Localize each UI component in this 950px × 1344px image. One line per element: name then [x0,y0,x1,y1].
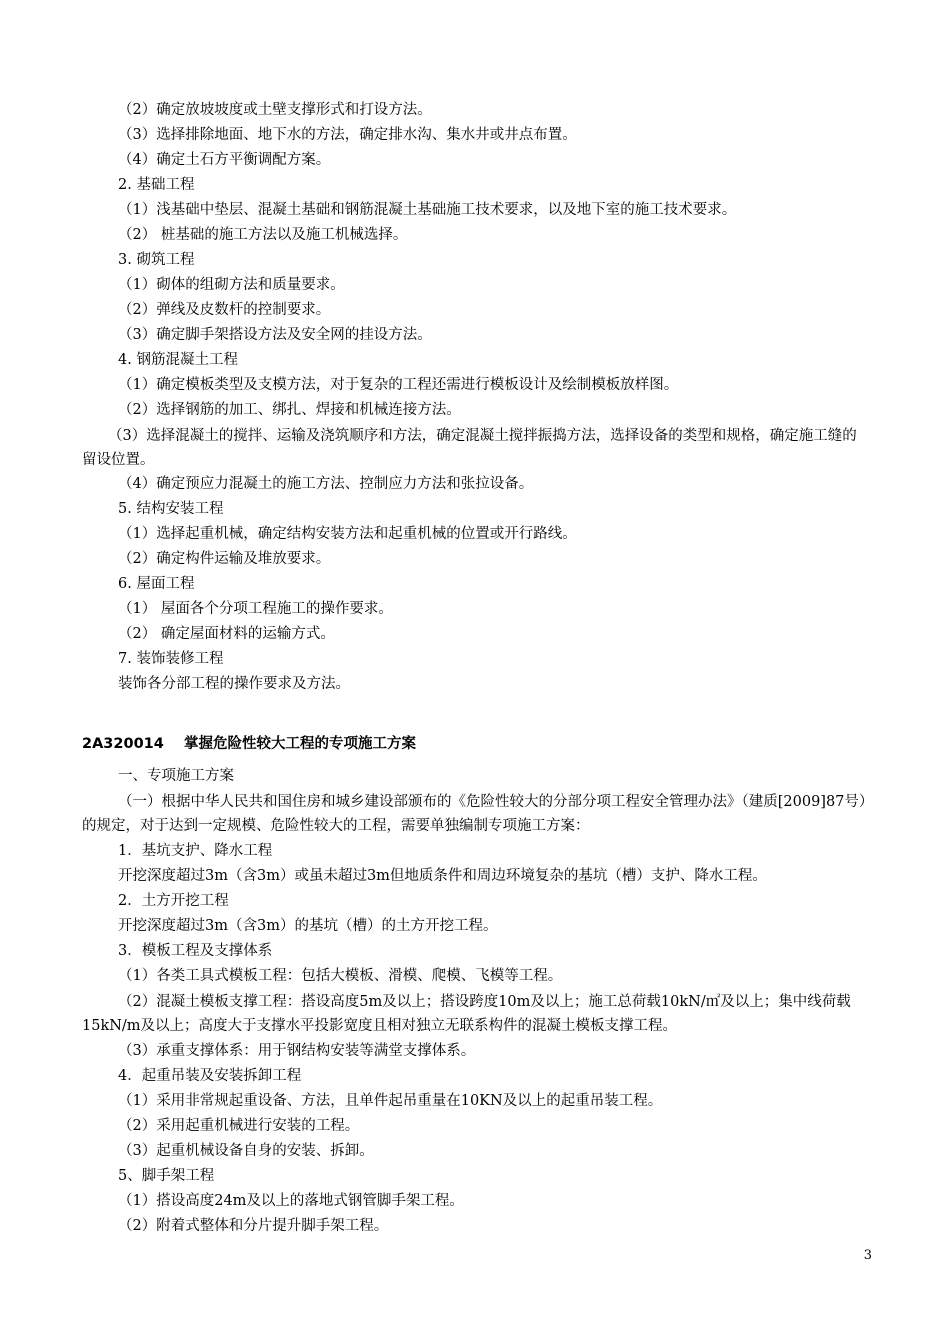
page-number: 3 [863,1248,872,1263]
text-line: （2） 桩基础的施工方法以及施工机械选择。 [118,227,408,243]
subsection-title: 3. 砌筑工程 [118,252,195,268]
subsection-title: 2．土方开挖工程 [118,893,229,909]
text-line: （2）弹线及皮数杆的控制要求。 [118,302,331,318]
subsection-title: 3．模板工程及支撑体系 [118,943,273,959]
text-line: 开挖深度超过3m（含3m）的基坑（槽）的土方开挖工程。 [118,918,498,934]
text-line: （1）各类工具式模板工程：包括大模板、滑模、爬模、飞模等工程。 [118,968,563,984]
text-line: （1）采用非常规起重设备、方法，且单件起吊重量在10KN及以上的起重吊装工程。 [118,1093,663,1109]
text-line: 开挖深度超过3m（含3m）或虽未超过3m但地质条件和周边环境复杂的基坑（槽）支护、降水工程。 [118,868,767,884]
subsection-title: 4．起重吊装及安装拆卸工程 [118,1068,302,1084]
text-line: （2）选择钢筋的加工、绑扎、焊接和机械连接方法。 [118,402,461,418]
text-line: （3）确定脚手架搭设方法及安全网的挂设方法。 [118,327,432,343]
subsection-title: 4. 钢筋混凝土工程 [118,352,238,368]
subsection-title: 5、脚手架工程 [118,1168,215,1184]
text-line: （2） 确定屋面材料的运输方式。 [118,626,335,642]
subsection-title: 7. 装饰装修工程 [118,651,224,667]
text-line: （1）选择起重机械，确定结构安装方法和起重机械的位置或开行路线。 [118,526,577,542]
subsection-title: 6. 屋面工程 [118,576,195,592]
text-line: （1）搭设高度24m及以上的落地式钢管脚手架工程。 [118,1193,464,1209]
text-line: 一、专项施工方案 [118,768,234,784]
text-line: （2）确定放坡坡度或土壁支撑形式和打设方法。 [118,102,432,118]
text-line: （1）确定模板类型及支模方法，对于复杂的工程还需进行模板设计及绘制模板放样图。 [118,377,679,393]
text-line: （1）浅基础中垫层、混凝土基础和钢筋混凝土基础施工技术要求，以及地下室的施工技术要求。 [118,202,737,218]
text-line: （3）承重支撑体系：用于钢结构安装等满堂支撑体系。 [118,1043,476,1059]
text-line: （3）起重机械设备自身的安装、拆卸。 [118,1143,374,1159]
text-line: （1） 屋面各个分项工程施工的操作要求。 [118,601,393,617]
text-line: （1）砌体的组砌方法和质量要求。 [118,277,345,293]
section-heading: 2A320014 掌握危险性较大工程的专项施工方案 [82,736,417,752]
subsection-title: 1．基坑支护、降水工程 [118,843,273,859]
subsection-title: 5. 结构安装工程 [118,501,224,517]
text-line: （2）附着式整体和分片提升脚手架工程。 [118,1218,389,1234]
text-line: （4）确定预应力混凝土的施工方法、控制应力方法和张拉设备。 [118,476,534,492]
text-paragraph: （2）混凝土模板支撑工程：搭设高度5m及以上；搭设跨度10m及以上；施工总荷载10kN/㎡及以上；集中线荷载15kN/m及以上；高度大于支撑水平投影宽度且相对独立无联系构件的混凝土模板支撑工程。 [82,994,851,1034]
text-line: （4）确定土石方平衡调配方案。 [118,152,331,168]
text-paragraph: （一）根据中华人民共和国住房和城乡建设部颁布的《危险性较大的分部分项工程安全管理办法》（建质[2009]87号）的规定，对于达到一定规模、危险性较大的工程，需要单独编制专项施工方案： [82,794,867,834]
text-line: （3）选择排除地面、地下水的方法，确定排水沟、集水井或井点布置。 [118,127,577,143]
text-line: 装饰各分部工程的操作要求及方法。 [118,676,350,692]
subsection-title: 2. 基础工程 [118,177,195,193]
text-paragraph: （3）选择混凝土的搅拌、运输及浇筑顺序和方法，确定混凝土搅拌振捣方法，选择设备的类型和规格，确定施工缝的留设位置。 [82,428,857,468]
text-line: （2）采用起重机械进行安装的工程。 [118,1118,360,1134]
text-line: （2）确定构件运输及堆放要求。 [118,551,331,567]
